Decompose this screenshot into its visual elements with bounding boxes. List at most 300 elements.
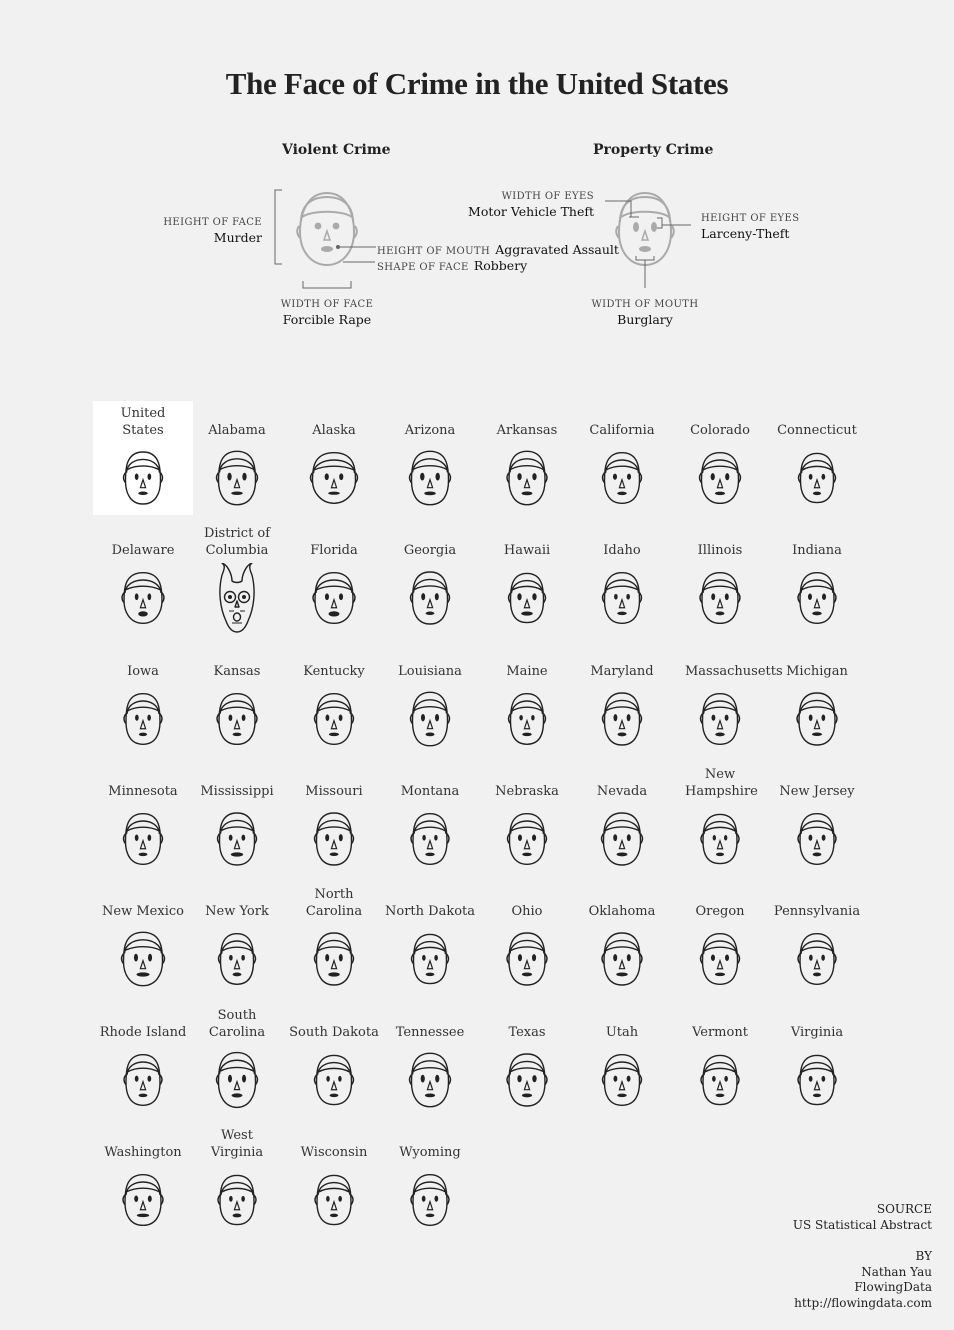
face-mouth (813, 853, 822, 857)
face-eye (421, 714, 425, 721)
face-hairline (127, 466, 159, 470)
face-eye (809, 714, 813, 720)
face-nose (427, 1082, 432, 1090)
face-eye (241, 955, 245, 961)
chernoff-face (695, 563, 745, 635)
face-eye (421, 593, 425, 600)
state-label: Pennsylvania (773, 904, 861, 919)
face-mouth (716, 612, 725, 616)
state-label: Oregon (695, 904, 745, 919)
face-nose (814, 480, 819, 488)
face-cell (767, 1003, 867, 1117)
chernoff-face (118, 1045, 168, 1117)
face-eye (519, 715, 522, 721)
face-eye (725, 954, 729, 960)
face-mouth (424, 491, 436, 495)
face-mouth (715, 492, 725, 496)
face-eye (326, 1076, 329, 1082)
face-hairline (221, 707, 254, 711)
face-cell (670, 642, 783, 756)
chernoff-face (792, 924, 842, 996)
face-mouth (426, 973, 435, 977)
face-nose (524, 480, 529, 488)
face-eye (711, 473, 715, 480)
face-eye (135, 834, 139, 840)
state-label: Connecticut (777, 423, 857, 438)
page-title: The Face of Crime in the United States (225, 66, 729, 101)
chernoff-face (309, 924, 359, 996)
face-hairline (511, 827, 543, 831)
state-label: Arizona (404, 423, 456, 438)
state-label: Missouri (305, 784, 363, 799)
state-label: Louisiana (398, 664, 462, 679)
by-label: BY (915, 1249, 932, 1264)
state-label: North Carolina (305, 887, 363, 919)
chernoff-face (405, 924, 455, 996)
face-nose (140, 1082, 145, 1090)
face-nose (619, 841, 624, 849)
face-eye (613, 474, 617, 480)
face-mouth (234, 613, 241, 621)
face-hairline (221, 827, 253, 831)
face-eye (724, 835, 727, 841)
face-eye (724, 1076, 728, 1082)
chernoff-face (792, 1045, 842, 1117)
face-cell (380, 642, 480, 756)
face-nose (814, 961, 819, 969)
face-hairline (222, 947, 252, 951)
face-nose (717, 721, 722, 729)
state-label: New Hampshire (685, 767, 758, 799)
face-nose (234, 841, 239, 849)
state-label: Hawaii (503, 543, 551, 558)
face-nose (524, 841, 529, 849)
face-nose (427, 721, 432, 729)
chernoff-face (118, 1165, 168, 1237)
chernoff-face (212, 924, 262, 996)
state-label: Illinois (697, 543, 743, 558)
face-hairline (128, 1068, 159, 1072)
face-hairline (128, 707, 159, 711)
state-label: Mississippi (200, 784, 274, 799)
face-hairline (802, 827, 833, 831)
face-hairline (802, 586, 833, 590)
chernoff-face (212, 1165, 262, 1237)
face-nose (235, 601, 239, 607)
face-pupil (242, 595, 246, 599)
face-eye (422, 955, 426, 961)
face-eye (435, 1075, 439, 1083)
face-eye (532, 1075, 536, 1082)
state-label: Oklahoma (588, 904, 656, 919)
face-eye (821, 714, 825, 720)
face-eye (229, 714, 233, 720)
face-cell (670, 882, 770, 996)
face-mouth (813, 973, 821, 977)
chernoff-face (502, 563, 552, 635)
face-mouth (231, 852, 243, 856)
chernoff-face (212, 804, 262, 876)
chernoff-face (695, 924, 745, 996)
face-nose (140, 1202, 145, 1210)
face-eye (422, 835, 425, 841)
legend-robbery: SHAPE OF FACE Robbery (377, 258, 528, 273)
face-mouth (328, 972, 340, 976)
face-eye (711, 593, 715, 600)
face-nose (427, 961, 432, 969)
face-eye (517, 593, 521, 600)
property-crime-heading: Property Crime (593, 142, 714, 158)
face-hairline (414, 586, 446, 590)
chernoff-face (118, 443, 168, 515)
face-cell (284, 1003, 384, 1117)
face-eye (613, 834, 617, 841)
face-nose (524, 1082, 529, 1090)
face-mouth (521, 611, 533, 615)
face-hairline (606, 1068, 638, 1072)
state-label: Maine (506, 664, 548, 679)
face-cell (572, 882, 672, 996)
legend-burglary: WIDTH OF MOUTH Burglary (591, 299, 699, 327)
face-mouth (232, 1093, 243, 1097)
state-label: Maryland (590, 664, 654, 679)
face-cell (767, 401, 867, 515)
legend-violent-face (297, 193, 357, 265)
face-eye (822, 835, 826, 841)
face-hairline (319, 1188, 350, 1192)
state-label: United States (120, 406, 166, 438)
state-label: Kansas (213, 664, 261, 679)
source-label: SOURCE (876, 1202, 932, 1216)
face-eye (711, 954, 715, 960)
face-eye (148, 954, 152, 962)
face-eye (627, 1076, 631, 1082)
face-eye (147, 715, 151, 721)
face-nose (427, 480, 432, 488)
chernoff-face (792, 443, 842, 515)
face-mouth (329, 733, 339, 737)
face-nose (524, 721, 529, 729)
legend-forcible-rape: WIDTH OF FACE Forcible Rape (280, 299, 374, 327)
face-eye (135, 473, 139, 479)
chernoff-face (597, 1045, 647, 1117)
state-label: Nevada (596, 784, 648, 799)
face-nose (717, 1082, 722, 1090)
face-nose (234, 961, 239, 969)
face-cell (187, 1123, 287, 1237)
face-cell (93, 1123, 193, 1237)
face-eye (227, 473, 231, 481)
face-hairline (414, 707, 446, 711)
face-eye (712, 715, 716, 721)
face-eye (135, 593, 139, 600)
chernoff-face (597, 684, 647, 756)
face-eye (135, 715, 139, 721)
face-nose (717, 600, 722, 608)
face-eye (326, 714, 330, 720)
face-hairline (606, 586, 638, 590)
chernoff-face (309, 443, 359, 515)
face-nose (619, 600, 624, 608)
chernoff-face (695, 804, 745, 876)
face-eye (627, 954, 631, 961)
face-hairline (314, 466, 354, 470)
face-mouth (617, 852, 628, 856)
state-label: New Jersey (779, 784, 855, 799)
face-mouth (233, 1214, 242, 1218)
face-nose (331, 841, 336, 849)
face-eye (435, 593, 439, 600)
chernoff-face (695, 1045, 745, 1117)
face-nose (331, 600, 336, 608)
face-cell (380, 1123, 480, 1237)
face-mouth (139, 1094, 148, 1098)
face-cell (93, 882, 193, 996)
face-cell (93, 401, 193, 515)
face-mouth (137, 1214, 149, 1218)
face-eye (229, 1196, 233, 1202)
face-cell (767, 762, 867, 876)
face-mouth (426, 1214, 435, 1218)
face-cell (670, 1003, 770, 1117)
face-nose (140, 721, 145, 729)
chernoff-face (309, 563, 359, 635)
violent-crime-heading: Violent Crime (282, 142, 391, 158)
face-eye (434, 835, 437, 841)
face-mouth (138, 611, 148, 616)
face-cell (767, 882, 867, 996)
face-cell (284, 642, 384, 756)
face-mouth (231, 492, 243, 496)
state-label: Michigan (786, 664, 848, 679)
face-eye (134, 1195, 138, 1201)
face-eye (242, 473, 246, 481)
credits (793, 1202, 932, 1312)
face-eye (725, 715, 729, 721)
chernoff-face (405, 563, 455, 635)
face-mouth (330, 853, 339, 857)
face-nose (619, 961, 624, 969)
face-mouth (138, 492, 148, 496)
state-label: Arkansas (496, 423, 558, 438)
face-nose (619, 721, 624, 729)
face-cell (572, 521, 672, 635)
face-cell (670, 762, 770, 876)
state-label: Alabama (208, 423, 266, 438)
face-eye (422, 1196, 426, 1202)
face-cell (767, 521, 867, 635)
face-hairline (511, 947, 544, 951)
face-nose (814, 600, 819, 608)
state-label: District of Columbia (203, 526, 271, 558)
face-eye (614, 1076, 618, 1082)
face-eye (518, 834, 522, 840)
legend-aggravated-assault: HEIGHT OF MOUTH Aggravated Assault (377, 242, 619, 257)
face-mouth (426, 612, 435, 616)
face-mouth (139, 853, 148, 857)
face-eye (809, 955, 813, 961)
site-name: FlowingData (854, 1280, 932, 1295)
face-eye (325, 593, 329, 600)
state-label: South Dakota (289, 1025, 379, 1040)
legend-diagram (0, 0, 954, 340)
face-mouth (522, 853, 532, 857)
face-hairline (606, 466, 638, 470)
face-eye (614, 594, 618, 600)
state-label: Wisconsin (300, 1145, 368, 1160)
chernoff-face (597, 804, 647, 876)
face-hairline (318, 1068, 350, 1072)
legend-murder: HEIGHT OF FACE Murder (163, 217, 262, 245)
face-cell (380, 521, 480, 635)
face-mouth (426, 732, 435, 736)
chernoff-face (792, 684, 842, 756)
face-nose (234, 1082, 239, 1090)
face-nose (140, 600, 145, 608)
face-eye (613, 954, 617, 961)
site-url[interactable]: http://flowingdata.com (794, 1295, 932, 1310)
face-hairline (705, 1068, 736, 1072)
face-cell (284, 521, 384, 635)
face-hairline (705, 827, 736, 831)
face-nose (140, 961, 145, 969)
face-hairline (606, 707, 638, 711)
face-cell (187, 521, 287, 635)
face-mouth (329, 611, 340, 616)
face-mouth (330, 1214, 338, 1218)
face-hairline (802, 1068, 833, 1072)
face-eye (614, 714, 618, 721)
state-label: New York (205, 904, 269, 919)
face-cell (380, 401, 480, 515)
chernoff-face (695, 443, 745, 515)
state-label: Minnesota (108, 784, 178, 799)
face-nose (331, 961, 336, 969)
source-text: US Statistical Abstract (792, 1217, 932, 1232)
chernoff-face (502, 804, 552, 876)
face-hairline (511, 466, 544, 470)
face-mouth (522, 491, 533, 495)
chernoff-face (309, 1165, 359, 1237)
state-label: Texas (508, 1025, 546, 1040)
face-eye (532, 954, 536, 961)
face-cell (93, 762, 193, 876)
face-hairline (413, 1068, 447, 1072)
state-label: Kentucky (303, 664, 365, 679)
face-eye (326, 1196, 330, 1202)
face-eye (421, 1075, 425, 1083)
chernoff-face (118, 804, 168, 876)
state-label: Iowa (127, 664, 159, 679)
face-mouth (716, 853, 724, 857)
state-label: Tennessee (395, 1025, 465, 1040)
face-nose (427, 600, 432, 608)
chernoff-face (118, 684, 168, 756)
face-eye (627, 834, 631, 841)
face-cell (284, 401, 384, 515)
chernoff-face (792, 804, 842, 876)
state-label: Idaho (603, 543, 641, 558)
chernoff-face (502, 924, 552, 996)
state-label: Ohio (511, 904, 543, 919)
state-label: Alaska (312, 423, 356, 438)
face-nose (524, 600, 529, 608)
chernoff-face (118, 563, 168, 635)
face-mouth (233, 733, 242, 737)
face-hairline (606, 947, 639, 951)
face-cell (93, 521, 193, 635)
face-mouth (715, 733, 725, 737)
legend-property-face (616, 193, 674, 265)
face-eye (531, 715, 534, 721)
state-label: Florida (310, 543, 358, 558)
face-hairline (220, 466, 254, 470)
chernoff-face (502, 684, 552, 756)
chernoff-face (597, 443, 647, 515)
face-eye (626, 594, 630, 600)
face-eye (242, 1075, 246, 1083)
face-mouth (617, 612, 627, 616)
face-cell (767, 642, 867, 756)
face-eye (809, 474, 813, 480)
state-label: Massachusetts (685, 664, 783, 679)
chernoff-face (502, 443, 552, 515)
chernoff-face (502, 1045, 552, 1117)
face-hairline (703, 466, 737, 470)
face-eye (147, 834, 151, 840)
face-hairline (127, 1188, 160, 1192)
face-hairline (318, 947, 350, 951)
face-mouth (812, 733, 822, 737)
face-hairline (415, 827, 446, 831)
face-cell (93, 642, 193, 756)
face-eye (339, 473, 343, 480)
face-nose (140, 841, 145, 849)
face-mouth (813, 1094, 821, 1098)
face-hairline (126, 586, 161, 590)
face-eye (434, 955, 438, 961)
chernoff-face (792, 563, 842, 635)
face-nose (331, 721, 336, 729)
chernoff-face (405, 684, 455, 756)
face-mouth (716, 1094, 725, 1098)
face-nose (524, 961, 529, 969)
face-eye (822, 593, 826, 599)
face-eye (627, 714, 631, 721)
face-hairline (125, 947, 161, 951)
face-eye (435, 473, 439, 481)
state-label: Wyoming (399, 1145, 461, 1160)
state-label: Nebraska (495, 784, 559, 799)
state-label: Utah (605, 1025, 639, 1040)
face-cell (670, 521, 770, 635)
face-cell (477, 762, 577, 876)
face-mouth (233, 973, 242, 977)
face-nose (717, 480, 722, 488)
face-eye (725, 593, 729, 600)
face-nose (234, 1202, 239, 1210)
face-nose (234, 480, 239, 488)
face-mouth (330, 1094, 339, 1098)
face-mouth (136, 972, 149, 976)
chernoff-face (405, 1045, 455, 1117)
face-hairline (415, 1188, 446, 1192)
face-cell (93, 1003, 193, 1117)
legend-larceny-theft: HEIGHT OF EYES Larceny-Theft (701, 213, 800, 241)
face-hairline (222, 1188, 253, 1192)
face-hairline (318, 707, 350, 711)
chernoff-face (695, 684, 745, 756)
